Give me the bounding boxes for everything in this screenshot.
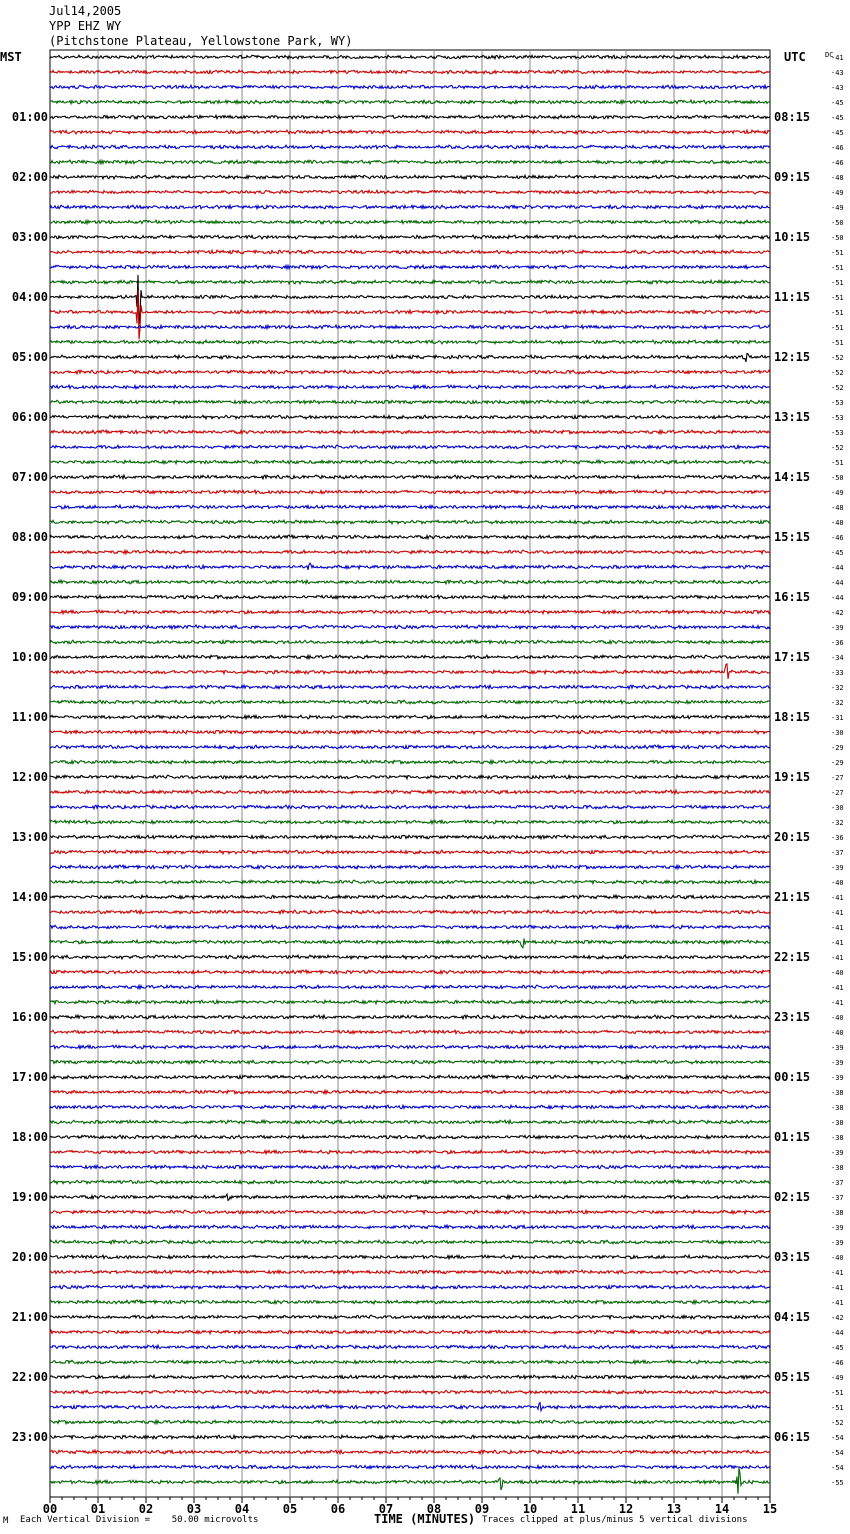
trace-line — [50, 1090, 770, 1094]
dc-offset-label: -42 — [831, 609, 844, 617]
dc-offset-label: -41 — [831, 999, 844, 1007]
trace-line — [50, 595, 770, 599]
dc-offset-label: -41 — [831, 984, 844, 992]
clip-note: Traces clipped at plus/minus 5 vertical divisions — [482, 1515, 748, 1525]
trace-line — [50, 655, 770, 659]
hour-label-utc: 23:15 — [774, 1010, 811, 1024]
trace-line — [50, 55, 770, 59]
trace-line — [50, 1135, 770, 1139]
dc-offset-label: -45 — [831, 114, 844, 122]
hour-label-mst: 15:00 — [11, 950, 48, 964]
trace-line — [50, 280, 770, 284]
hour-label-utc: 19:15 — [774, 770, 811, 784]
hour-label-mst: 02:00 — [11, 170, 48, 184]
hour-label-mst: 05:00 — [11, 350, 48, 364]
trace-line — [50, 1435, 770, 1439]
dc-offset-label: -52 — [831, 354, 844, 362]
dc-offset-label: -51 — [831, 309, 844, 317]
dc-offset-label: -39 — [831, 1044, 844, 1052]
hour-label-mst: 20:00 — [11, 1250, 48, 1264]
trace-line — [50, 910, 770, 914]
trace-line — [50, 354, 770, 362]
trace-line — [50, 970, 770, 974]
dc-offset-label: -52 — [831, 444, 844, 452]
x-tick-label: 09 — [474, 1502, 490, 1516]
station-location: (Pitchstone Plateau, Yellowstone Park, WY) — [49, 34, 353, 48]
hour-label-mst: 18:00 — [11, 1130, 48, 1144]
dc-offset-label: -38 — [831, 1089, 844, 1097]
hour-label-utc: 17:15 — [774, 650, 811, 664]
trace-line — [50, 250, 770, 254]
trace-line — [50, 275, 770, 324]
footer-glyph: M — [3, 1516, 9, 1526]
trace-line — [50, 1315, 770, 1319]
trace-line — [50, 370, 770, 374]
trace-line — [50, 1375, 770, 1379]
trace-line — [50, 1450, 770, 1454]
dc-offset-label: -46 — [831, 159, 844, 167]
dc-offset-label: -45 — [831, 549, 844, 557]
dc-offset-label: -55 — [831, 1479, 844, 1487]
dc-offset-label: -48 — [831, 504, 844, 512]
dc-offset-label: -37 — [831, 849, 844, 857]
trace-line — [50, 850, 770, 854]
dc-offset-label: -38 — [831, 1104, 844, 1112]
dc-offset-label: -45 — [831, 99, 844, 107]
x-tick-label: 12 — [618, 1502, 634, 1516]
dc-offset-label: -36 — [831, 834, 844, 842]
trace-line — [50, 1105, 770, 1109]
trace-line — [50, 775, 770, 779]
hour-label-utc: 04:15 — [774, 1310, 811, 1324]
trace-line — [50, 205, 770, 209]
trace-line — [50, 175, 770, 179]
trace-line — [50, 700, 770, 704]
trace-line — [50, 325, 770, 329]
trace-line — [50, 100, 770, 104]
dc-offset-label: -41 — [831, 1299, 844, 1307]
dc-offset-label: -29 — [831, 759, 844, 767]
trace-line — [50, 1390, 770, 1394]
dc-offset-label: -38 — [831, 1164, 844, 1172]
trace-line — [50, 805, 770, 809]
trace-line — [50, 1120, 770, 1124]
dc-offset-label: -39 — [831, 1059, 844, 1067]
trace-line — [50, 1060, 770, 1064]
dc-offset-label: -27 — [831, 789, 844, 797]
trace-line — [50, 1194, 770, 1200]
trace-line — [50, 1255, 770, 1259]
dc-offset-label: -32 — [831, 819, 844, 827]
hour-label-mst: 07:00 — [11, 470, 48, 484]
hour-label-utc: 22:15 — [774, 950, 811, 964]
dc-offset-label: -37 — [831, 1194, 844, 1202]
trace-line — [50, 865, 770, 869]
hour-label-utc: 00:15 — [774, 1070, 811, 1084]
hour-label-mst: 09:00 — [11, 590, 48, 604]
dc-offset-label: -48 — [831, 174, 844, 182]
dc-offset-label: -30 — [831, 729, 844, 737]
hour-label-mst: 16:00 — [11, 1010, 48, 1024]
dc-offset-label: -38 — [831, 1134, 844, 1142]
hour-label-utc: 12:15 — [774, 350, 811, 364]
hour-label-mst: 08:00 — [11, 530, 48, 544]
x-tick-label: 13 — [666, 1502, 682, 1516]
trace-line — [50, 160, 770, 164]
dc-offset-label: -44 — [831, 1329, 844, 1337]
dc-offset-label: -40 — [831, 1254, 844, 1262]
dc-offset-label: -43 — [831, 69, 844, 77]
dc-offset-label: -40 — [831, 879, 844, 887]
dc-offset-label: -37 — [831, 1179, 844, 1187]
trace-line — [50, 1240, 770, 1244]
hour-label-utc: 03:15 — [774, 1250, 811, 1264]
trace-line — [50, 760, 770, 764]
dc-offset-label: -44 — [831, 579, 844, 587]
trace-line — [50, 1075, 770, 1079]
hour-label-utc: 14:15 — [774, 470, 811, 484]
trace-line — [50, 130, 770, 134]
trace-line — [50, 1015, 770, 1019]
trace-line — [50, 1150, 770, 1154]
trace-line — [50, 955, 770, 959]
dc-offset-label: -30 — [831, 804, 844, 812]
dc-offset-label: -43 — [831, 84, 844, 92]
hour-label-utc: 11:15 — [774, 290, 811, 304]
hour-label-utc: 21:15 — [774, 890, 811, 904]
dc-offset-label: -32 — [831, 699, 844, 707]
trace-line — [50, 1345, 770, 1349]
dc-offset-label: -53 — [831, 399, 844, 407]
dc-offset-label: -27 — [831, 774, 844, 782]
hour-label-utc: 05:15 — [774, 1370, 811, 1384]
dc-offset-label: -49 — [831, 204, 844, 212]
trace-line — [50, 939, 770, 948]
hour-label-mst: 21:00 — [11, 1310, 48, 1324]
dc-offset-label: -52 — [831, 384, 844, 392]
dc-offset-label: -41 — [831, 909, 844, 917]
trace-line — [50, 1165, 770, 1169]
plot-date: Jul14,2005 — [49, 4, 122, 18]
dc-offset-label: -36 — [831, 639, 844, 647]
dc-offset-label: -39 — [831, 624, 844, 632]
hour-label-utc: 15:15 — [774, 530, 811, 544]
dc-offset-label: -52 — [831, 1419, 844, 1427]
dc-offset-label: -52 — [831, 369, 844, 377]
dc-offset-label: -53 — [831, 429, 844, 437]
dc-offset-label: -39 — [831, 1149, 844, 1157]
x-tick-label: 10 — [522, 1502, 538, 1516]
trace-line — [50, 625, 770, 629]
trace-line — [50, 490, 770, 494]
hour-label-mst: 04:00 — [11, 290, 48, 304]
dc-offset-label: -51 — [831, 339, 844, 347]
x-tick-label: 06 — [330, 1502, 346, 1516]
x-axis-label: TIME (MINUTES) — [374, 1512, 476, 1526]
dc-offset-label: -41 — [831, 54, 844, 62]
dc-offset-label: -42 — [831, 1314, 844, 1322]
x-tick-label: 03 — [186, 1502, 202, 1516]
trace-line — [50, 460, 770, 464]
dc-offset-label: -51 — [831, 249, 844, 257]
hour-label-utc: 16:15 — [774, 590, 811, 604]
hour-label-mst: 10:00 — [11, 650, 48, 664]
hour-label-utc: 09:15 — [774, 170, 811, 184]
trace-line — [50, 475, 770, 479]
trace-line — [50, 1270, 770, 1274]
trace-line — [50, 340, 770, 344]
x-tick-label: 08 — [426, 1502, 442, 1516]
trace-line — [50, 685, 770, 689]
trace-line — [50, 400, 770, 404]
dc-offset-label: -33 — [831, 669, 844, 677]
dc-offset-label: -50 — [831, 474, 844, 482]
dc-offset-label: -41 — [831, 939, 844, 947]
hour-label-mst: 03:00 — [11, 230, 48, 244]
trace-line — [50, 145, 770, 149]
trace-line — [50, 70, 770, 74]
trace-line — [50, 1225, 770, 1229]
trace-line — [50, 1330, 770, 1334]
dc-offset-label: -49 — [831, 489, 844, 497]
hour-label-utc: 13:15 — [774, 410, 811, 424]
dc-offset-label: -50 — [831, 234, 844, 242]
dc-offset-label: -38 — [831, 1119, 844, 1127]
dc-offset-label: -40 — [831, 1014, 844, 1022]
dc-offset-label: -54 — [831, 1464, 844, 1472]
dc-offset-label: -39 — [831, 1224, 844, 1232]
dc-offset-label: -51 — [831, 459, 844, 467]
x-tick-label: 01 — [90, 1502, 106, 1516]
y-axis-label-left: MST — [0, 50, 22, 64]
trace-line — [50, 925, 770, 929]
hour-label-mst: 12:00 — [11, 770, 48, 784]
dc-offset-label: -46 — [831, 534, 844, 542]
hour-label-mst: 23:00 — [11, 1430, 48, 1444]
trace-line — [50, 610, 770, 614]
trace-line — [50, 1300, 770, 1304]
dc-offset-label: -51 — [831, 294, 844, 302]
trace-line — [50, 1210, 770, 1214]
hour-label-utc: 10:15 — [774, 230, 811, 244]
trace-line — [50, 1420, 770, 1424]
hour-label-mst: 06:00 — [11, 410, 48, 424]
dc-offset-label: -48 — [831, 519, 844, 527]
trace-line — [50, 1000, 770, 1004]
trace-line — [50, 1180, 770, 1184]
hour-label-utc: 01:15 — [774, 1130, 811, 1144]
x-tick-label: 00 — [42, 1502, 58, 1516]
x-tick-label: 05 — [282, 1502, 298, 1516]
dc-offset-label: -51 — [831, 264, 844, 272]
dc-offset-label: -46 — [831, 1359, 844, 1367]
trace-line — [50, 220, 770, 224]
dc-offset-label: -49 — [831, 189, 844, 197]
trace-line — [50, 985, 770, 989]
trace-line — [50, 1045, 770, 1049]
dc-offset-label: -39 — [831, 1239, 844, 1247]
trace-line — [50, 1285, 770, 1289]
dc-offset-label: -32 — [831, 684, 844, 692]
hour-label-utc: 06:15 — [774, 1430, 811, 1444]
dc-offset-label: -51 — [831, 1404, 844, 1412]
trace-line — [50, 580, 770, 584]
trace-line — [50, 715, 770, 719]
dc-offset-label: -40 — [831, 969, 844, 977]
dc-offset-label: -39 — [831, 864, 844, 872]
trace-line — [50, 115, 770, 119]
trace-line — [50, 563, 770, 570]
hour-label-mst: 01:00 — [11, 110, 48, 124]
dc-offset-label: -54 — [831, 1434, 844, 1442]
x-tick-label: 02 — [138, 1502, 154, 1516]
trace-line — [50, 820, 770, 824]
dc-offset-label: -29 — [831, 744, 844, 752]
dc-offset-label: -44 — [831, 594, 844, 602]
trace-line — [50, 1360, 770, 1364]
hour-label-utc: 20:15 — [774, 830, 811, 844]
dc-offset-label: -44 — [831, 564, 844, 572]
hour-label-mst: 14:00 — [11, 890, 48, 904]
trace-line — [50, 550, 770, 554]
x-tick-label: 14 — [714, 1502, 730, 1516]
trace-line — [50, 520, 770, 524]
dc-offset-label: -51 — [831, 1389, 844, 1397]
trace-line — [50, 445, 770, 449]
station-code: YPP EHZ WY — [49, 19, 122, 33]
dc-offset-label: -51 — [831, 324, 844, 332]
trace-line — [50, 235, 770, 239]
trace-line — [50, 664, 770, 679]
scale-note: Each Vertical Division = 50.00 microvolts — [20, 1515, 259, 1525]
trace-line — [50, 415, 770, 419]
x-tick-label: 11 — [570, 1502, 586, 1516]
dc-offset-label: -41 — [831, 1284, 844, 1292]
trace-line — [50, 85, 770, 89]
dc-offset-label: -51 — [831, 279, 844, 287]
trace-line — [50, 535, 770, 539]
trace-line — [50, 640, 770, 644]
hour-label-mst: 17:00 — [11, 1070, 48, 1084]
trace-line — [50, 1030, 770, 1034]
dc-offset-label: -41 — [831, 1269, 844, 1277]
hour-label-mst: 19:00 — [11, 1190, 48, 1204]
trace-line — [50, 1468, 770, 1494]
dc-label: DC — [825, 51, 834, 59]
dc-offset-label: -41 — [831, 894, 844, 902]
dc-offset-label: -46 — [831, 144, 844, 152]
x-tick-label: 04 — [234, 1502, 250, 1516]
dc-offset-label: -41 — [831, 924, 844, 932]
trace-line — [50, 1403, 770, 1411]
trace-line — [50, 835, 770, 839]
dc-offset-label: -39 — [831, 1074, 844, 1082]
dc-offset-label: -40 — [831, 1029, 844, 1037]
trace-line — [50, 895, 770, 899]
dc-offset-label: -50 — [831, 219, 844, 227]
dc-offset-label: -34 — [831, 654, 844, 662]
hour-label-utc: 18:15 — [774, 710, 811, 724]
x-tick-label: 15 — [762, 1502, 778, 1516]
dc-offset-label: -41 — [831, 954, 844, 962]
dc-offset-label: -53 — [831, 414, 844, 422]
dc-offset-label: -54 — [831, 1449, 844, 1457]
trace-line — [50, 385, 770, 389]
dc-offset-label: -31 — [831, 714, 844, 722]
dc-offset-label: -45 — [831, 129, 844, 137]
trace-line — [50, 880, 770, 884]
trace-line — [50, 190, 770, 194]
hour-label-mst: 11:00 — [11, 710, 48, 724]
y-axis-label-right: UTC — [784, 50, 806, 64]
hour-label-mst: 22:00 — [11, 1370, 48, 1384]
trace-line — [50, 505, 770, 509]
dc-offset-label: -38 — [831, 1209, 844, 1217]
hour-label-utc: 02:15 — [774, 1190, 811, 1204]
trace-line — [50, 265, 770, 269]
trace-line — [50, 430, 770, 434]
x-tick-label: 07 — [378, 1502, 394, 1516]
hour-label-mst: 13:00 — [11, 830, 48, 844]
trace-line — [50, 730, 770, 734]
trace-line — [50, 1465, 770, 1469]
dc-offset-label: -45 — [831, 1344, 844, 1352]
dc-offset-label: -49 — [831, 1374, 844, 1382]
trace-line — [50, 745, 770, 749]
hour-label-utc: 08:15 — [774, 110, 811, 124]
trace-line — [50, 790, 770, 794]
